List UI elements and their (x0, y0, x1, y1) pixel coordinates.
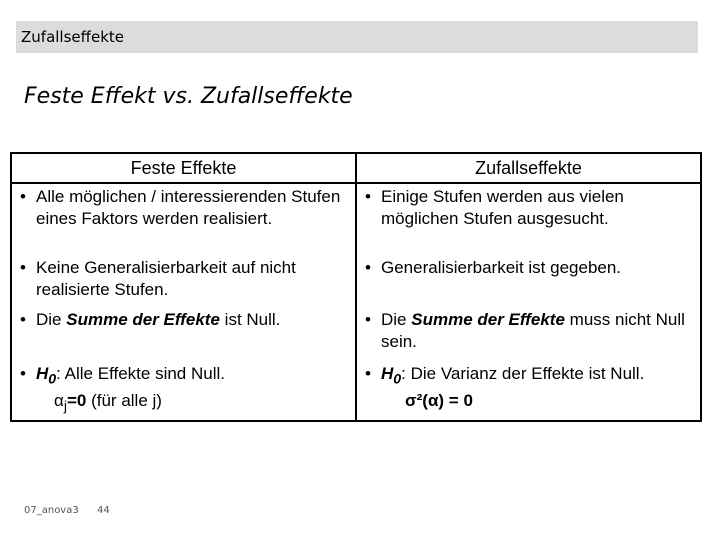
formula: $\alpha_j=0$ (für alle j) (54, 391, 162, 415)
bullet-icon: • (20, 258, 26, 277)
table-cell (11, 363, 356, 421)
cell-text: $H_0$: Alle Effekte sind Null. $\alpha_j=0$ (für alle j) (36, 363, 349, 418)
column-header-random-effects: Zufallseffekte (356, 153, 701, 183)
table-cell (356, 309, 701, 363)
table-header-row (11, 153, 701, 183)
cell-text: Einige Stufen werden aus vielen möglichen Stufen ausgesucht. (381, 187, 624, 228)
column-header-fixed-effects: Feste Effekte (11, 153, 356, 183)
table-cell (11, 183, 356, 257)
cell-text: Die Summe der Effekte ist Null. (36, 310, 281, 329)
footer-page-number: 44 (97, 505, 110, 516)
table-cell (11, 309, 356, 363)
header-title: Zufallseffekte (21, 28, 124, 46)
bullet-icon: • (20, 310, 26, 329)
bullet-icon: • (365, 310, 371, 329)
formula: σ²(α) = 0 (405, 391, 473, 411)
bullet-icon: • (365, 187, 371, 206)
cell-text: Generalisierbarkeit ist gegeben. (381, 258, 622, 277)
table-row (11, 183, 701, 257)
footer-filename: 07_anova3 (24, 505, 79, 516)
table-row (11, 257, 701, 309)
cell-text: Keine Generalisierbarkeit auf nicht realisierte Stufen. (36, 258, 296, 299)
cell-text: Die Summe der Effekte muss nicht Null sein. (381, 310, 685, 351)
bullet-icon: • (20, 364, 26, 383)
cell-text: Alle möglichen / interessierenden Stufen eines Faktors werden realisiert. (36, 187, 341, 228)
comparison-table (10, 152, 702, 422)
header-bar (16, 21, 698, 53)
bullet-icon: • (365, 258, 371, 277)
slide-title: Feste Effekt vs. Zufallseffekte (24, 84, 353, 109)
bullet-icon: • (20, 187, 26, 206)
table-cell (356, 363, 701, 421)
table-row (11, 309, 701, 363)
table-cell (11, 257, 356, 309)
bullet-icon: • (365, 364, 371, 383)
table-row (11, 363, 701, 421)
table-cell (356, 183, 701, 257)
table-cell (356, 257, 701, 309)
cell-text: $H_0$: Die Varianz der Effekte ist Null. σ²(α) = 0 (381, 363, 694, 412)
